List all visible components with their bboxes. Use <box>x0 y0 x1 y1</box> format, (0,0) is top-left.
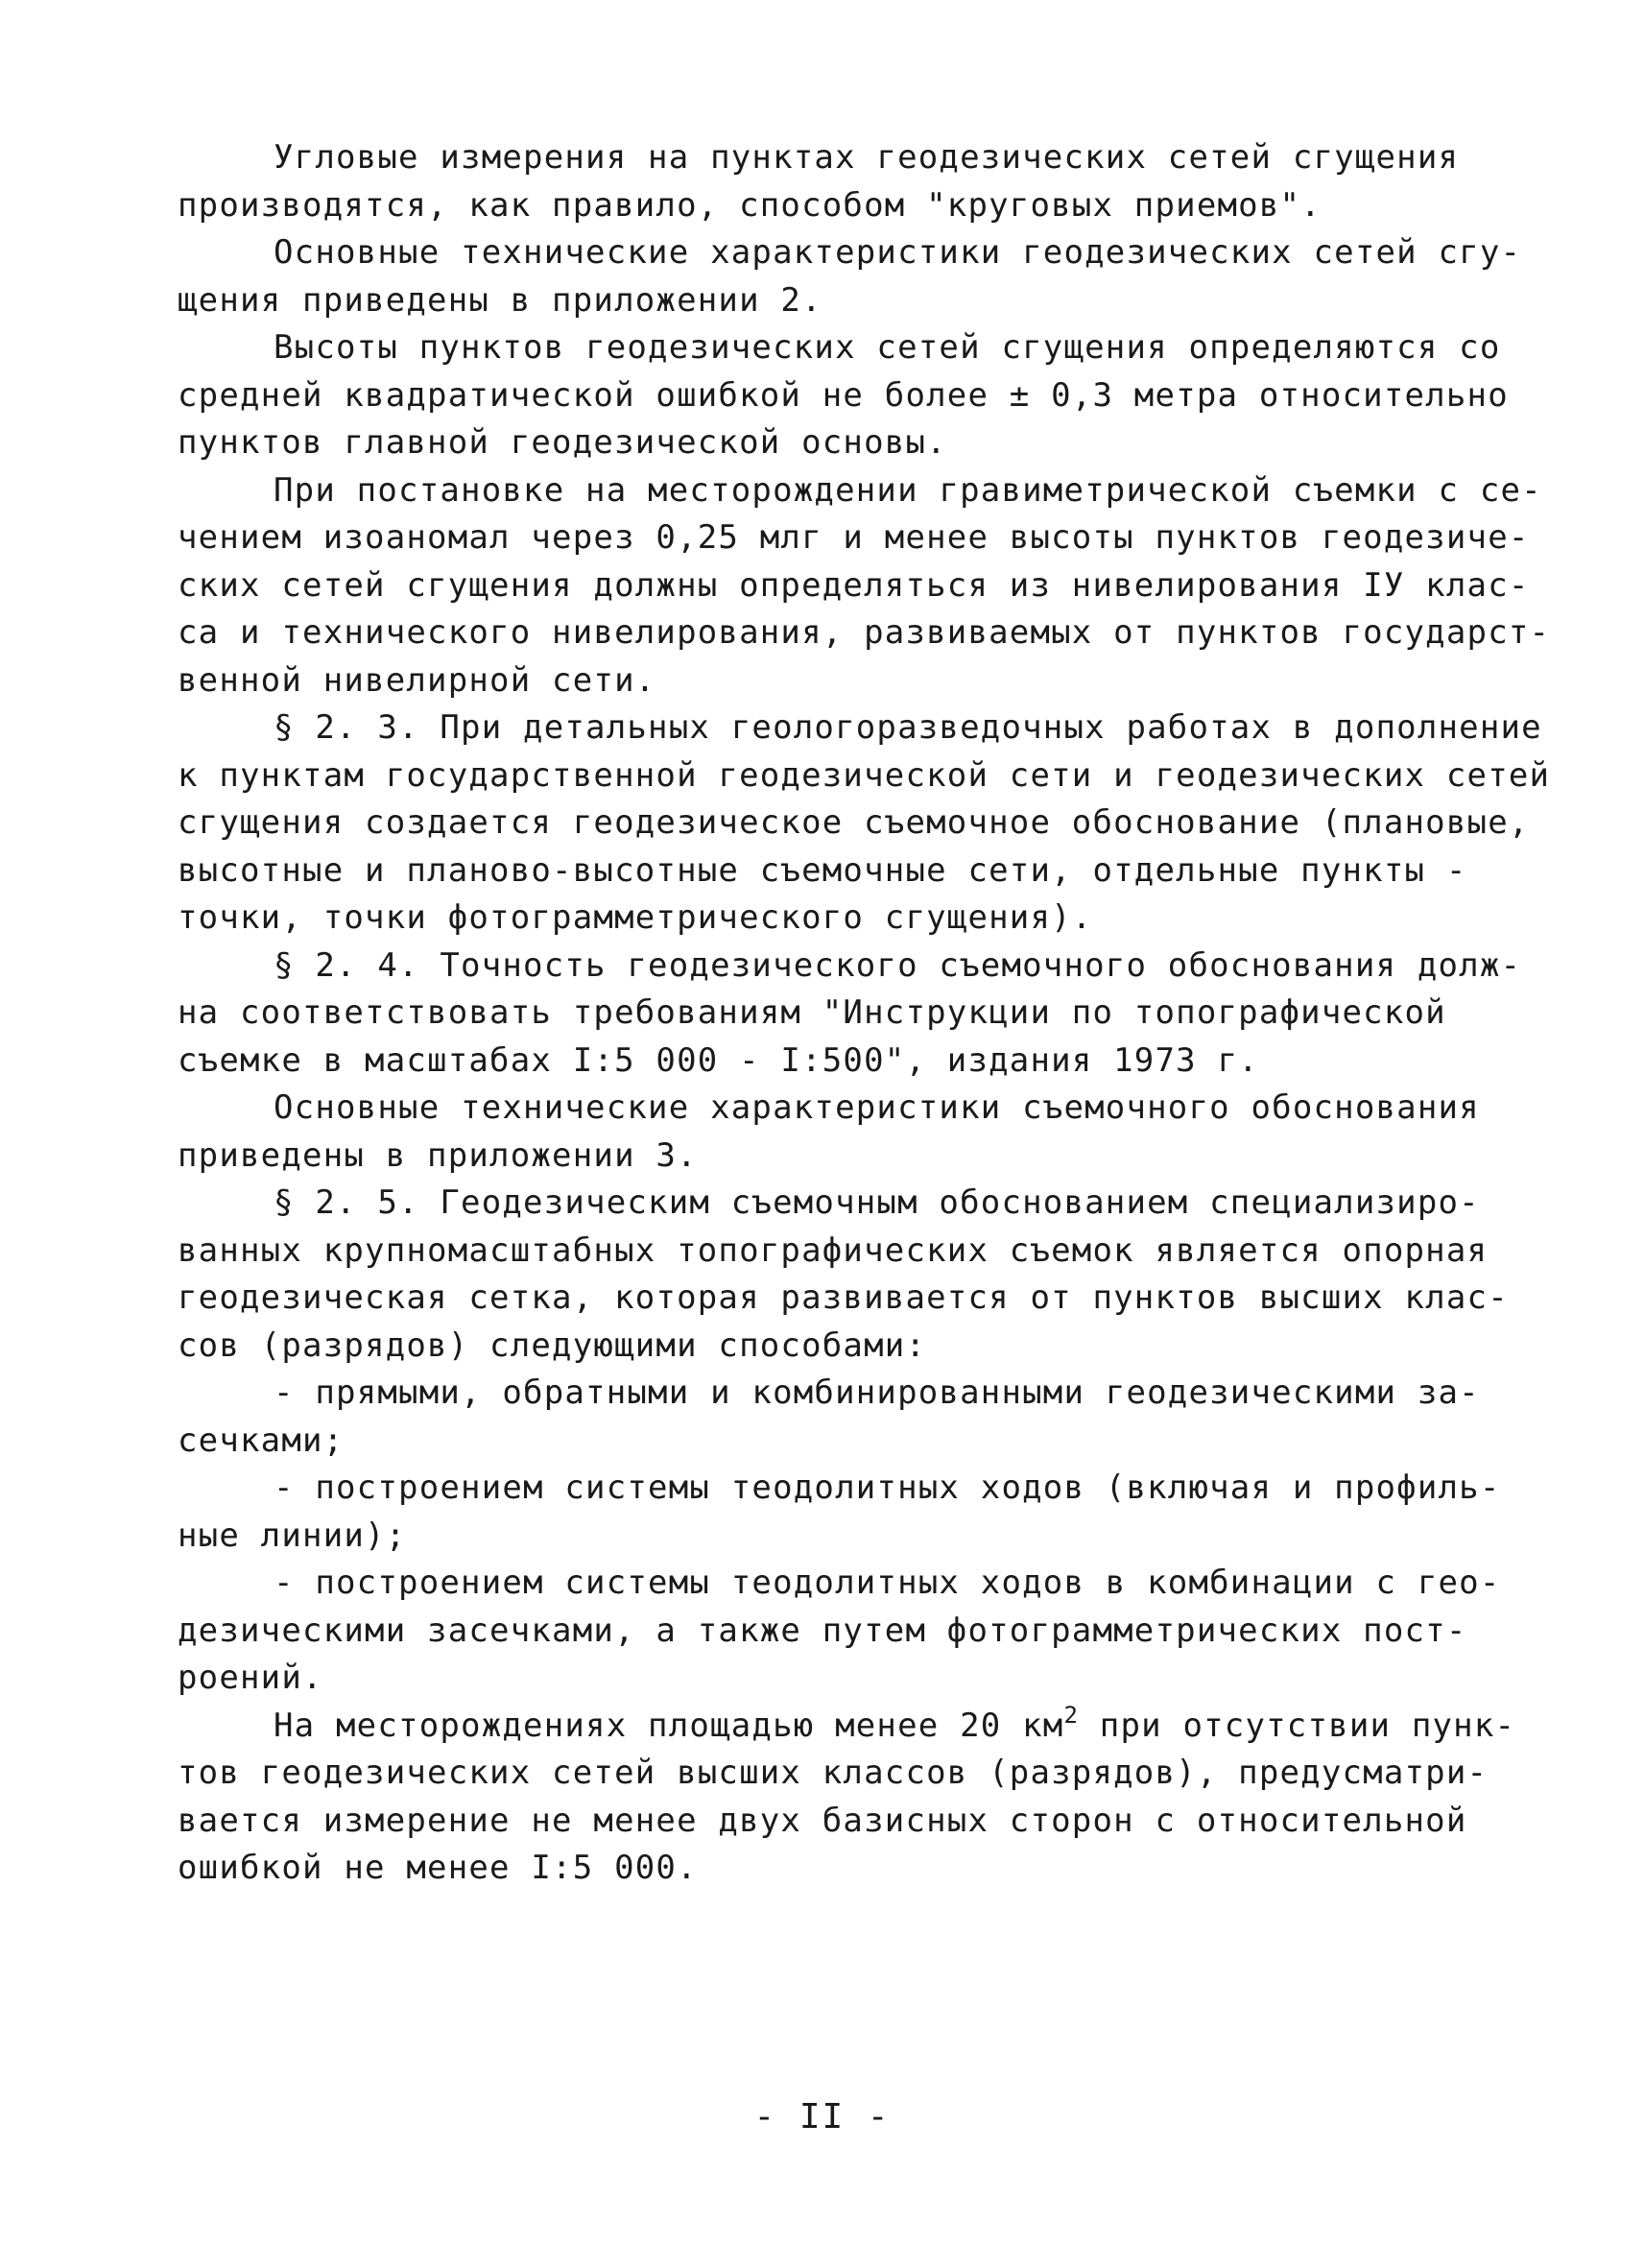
text-line: сгущения создается геодезическое съемочное обоснование (плановые, <box>178 803 1530 842</box>
text-line: съемке в масштабах I:5 000 - I:500", издания 1973 г. <box>178 1040 1259 1080</box>
text-line: сов (разрядов) следующими способами: <box>178 1325 927 1365</box>
text-line: ные линии); <box>178 1516 407 1555</box>
text-line: Основные технические характеристики геодезических сетей сгу- <box>274 233 1522 272</box>
text-line: При постановке на месторождении гравиметрической съемки с се- <box>274 470 1542 510</box>
text-line: ских сетей сгущения должны определяться из нивелирования IУ клас- <box>178 565 1530 605</box>
section-heading-line: § 2. 3. При детальных геологоразведочных работах в дополнение <box>274 708 1542 747</box>
text-line: са и технического нивелирования, развиваемых от пунктов государст- <box>178 613 1551 652</box>
text-line <box>178 1701 1516 1751</box>
text-line: точки, точки фотограмметрического сгущения). <box>178 898 1093 937</box>
text-line: производятся, как правило, способом "круговых приемов". <box>178 185 1322 225</box>
text-line: геодезическая сетка, которая развивается от пунктов высших клас- <box>178 1278 1509 1317</box>
text-line: роений. <box>178 1659 323 1697</box>
text-line: пунктов главной геодезической основы. <box>178 423 947 462</box>
text-line: вается измерение не менее двух базисных сторон с относительной <box>178 1801 1467 1840</box>
list-item-line: - прямыми, обратными и комбинированными геодезическими за- <box>274 1373 1480 1412</box>
text-line: щения приведены в приложении 2. <box>178 280 822 320</box>
text-line: высотные и планово-высотные съемочные сети, отдельные пункты - <box>178 850 1467 890</box>
text-line: Угловые измерения на пунктах геодезических сетей сгущения <box>274 138 1460 177</box>
text-line: Основные технические характеристики съемочного обоснования <box>274 1088 1480 1127</box>
list-item-line: - построением системы теодолитных ходов (включая и профиль- <box>274 1468 1501 1507</box>
text-segment: при отсутствии пунк- <box>1099 1706 1516 1745</box>
text-line: дезическими засечками, а также путем фотограмметрических пост- <box>178 1611 1467 1650</box>
text-line: чением изоаномал через 0,25 млг и менее высоты пунктов геодезиче- <box>178 518 1530 557</box>
body-text <box>178 134 1551 1893</box>
text-line: к пунктам государственной геодезической сети и геодезических сетей <box>178 755 1551 795</box>
text-line: на соответствовать требованиям "Инструкции по топографической <box>178 993 1446 1032</box>
section-heading-line: § 2. 5. Геодезическим съемочным обоснованием специализиро- <box>274 1183 1480 1222</box>
text-line: тов геодезических сетей высших классов (разрядов), предусматри- <box>178 1754 1489 1792</box>
text-line: ошибкой не менее I:5 000. <box>178 1849 698 1887</box>
section-heading-line: § 2. 4. Точность геодезического съемочного обоснования долж- <box>274 945 1522 985</box>
text-line: приведены в приложении 3. <box>178 1135 698 1175</box>
text-line: средней квадратической ошибкой не более ± 0,3 метра относительно <box>178 375 1509 415</box>
text-line: венной нивелирной сети. <box>178 660 656 700</box>
text-line: Высоты пунктов геодезических сетей сгущения определяются со <box>274 328 1501 367</box>
list-item-line: - построением системы теодолитных ходов в комбинации с гео- <box>274 1564 1501 1602</box>
text-line: сечками; <box>178 1420 345 1460</box>
text-segment: На месторождениях площадью менее 20 км <box>274 1706 1064 1745</box>
text-line: ванных крупномасштабных топографических съемок является опорная <box>178 1230 1489 1270</box>
page-number: - II - <box>753 2097 891 2137</box>
superscript: 2 <box>1063 1701 1080 1729</box>
